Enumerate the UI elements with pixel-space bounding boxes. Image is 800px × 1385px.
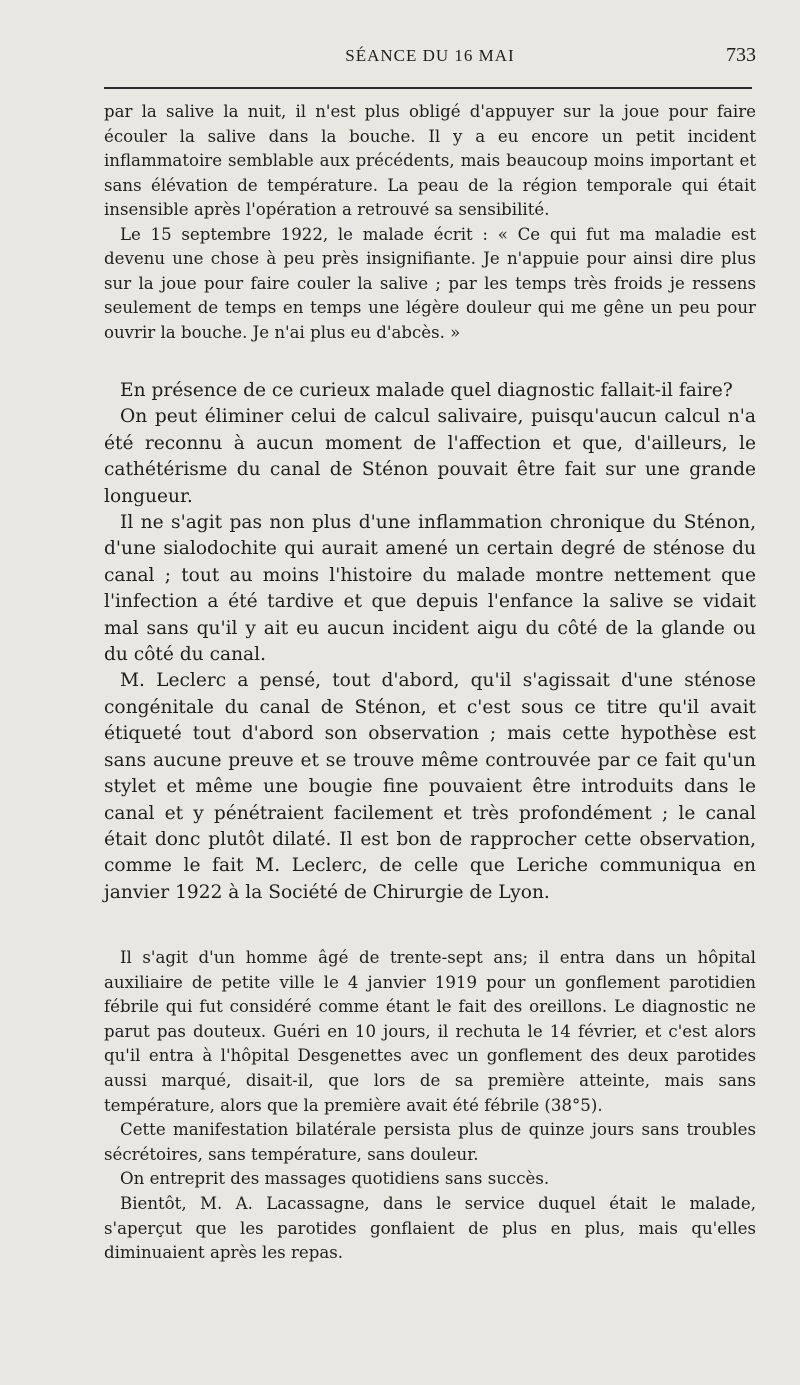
continued-observation	[104, 100, 756, 345]
leriche-observation	[104, 946, 756, 1266]
paragraph: Bientôt, M. A. Lacassagne, dans le service duquel était le malade, s'aperçut que les parotides gonflaient de plus en plus, mais qu'elles diminuaient après les repas.	[104, 1193, 756, 1263]
running-head: SÉANCE DU 16 MAI	[345, 46, 515, 65]
paragraph: On peut éliminer celui de calcul salivaire, puisqu'aucun calcul n'a été reconnu à aucun moment de l'affection et que, d'ailleurs, le cathétérisme du canal de Sténon pouvait être fait sur une grande longueur.	[104, 406, 756, 507]
page-number: 733	[726, 44, 756, 66]
paragraph: M. Leclerc a pensé, tout d'abord, qu'il s'agissait d'une sténose congénitale du canal de Sténon, et c'est sous ce titre qu'il avait étiqueté tout d'abord son observation ; mais cette hypothèse est sans aucune preuve et se trouve même controuvée par ce fait qu'un stylet et même une bougie fine pouvaient être introduits dans le canal et y pénétraient facilement et très profondément ; le canal était donc plutôt dilaté. Il est bon de rapprocher cette observation, comme le fait M. Leclerc, de celle que Leriche communiqua en janvier 1922 à la Société de Chirurgie de Lyon.	[104, 670, 756, 903]
paragraph: par la salive la nuit, il n'est plus obligé d'appuyer sur la joue pour faire écouler la salive dans la bouche. Il y a eu encore un petit incident inflammatoire semblable aux précédents, mais beaucoup moins important et sans élévation de température. La peau de la région temporale qui était insensible après l'opération a retrouvé sa sensibilité.	[104, 102, 756, 219]
paragraph: Cette manifestation bilatérale persista plus de quinze jours sans troubles sécrétoires, sans température, sans douleur.	[104, 1120, 756, 1164]
paragraph: Le 15 septembre 1922, le malade écrit : « Ce qui fut ma maladie est devenu une chose à peu près insignifiante. Je n'appuie pour ainsi dire plus sur la joue pour faire couler la salive ; par les temps très froids je ressens seulement de temps en temps une légère douleur qui me gêne un peu pour ouvrir la bouche. Je n'ai plus eu d'abcès. »	[104, 224, 756, 342]
page-header	[104, 44, 756, 72]
paragraph: En présence de ce curieux malade quel diagnostic fallait-il faire?	[120, 380, 733, 401]
paragraph: On entreprit des massages quotidiens sans succès.	[120, 1169, 550, 1189]
paragraph: Il ne s'agit pas non plus d'une inflammation chronique du Sténon, d'une sialodochite qui aurait amené un certain degré de sténose du canal ; tout au moins l'histoire du malade montre nettement que l'infection a été tardive et que depuis l'enfance la salive se vidait mal sans qu'il y ait eu aucun incident aigu du côté de la glande ou du côté du canal.	[104, 512, 756, 666]
header-rule	[104, 87, 752, 89]
paragraph: Il s'agit d'un homme âgé de trente-sept ans; il entra dans un hôpital auxiliaire de petite ville le 4 janvier 1919 pour un gonflement parotidien fébrile qui fut considéré comme étant le fait des oreillons. Le diagnostic ne parut pas douteux. Guéri en 10 jours, il rechuta le 14 février, et c'est alors qu'il entra à l'hôpital Desgenettes avec un gonflement des deux parotides aussi marqué, disait-il, que lors de sa première atteinte, mais sans température, alors que la première avait été fébrile (38°5).	[104, 948, 756, 1115]
discussion-section	[104, 378, 756, 906]
